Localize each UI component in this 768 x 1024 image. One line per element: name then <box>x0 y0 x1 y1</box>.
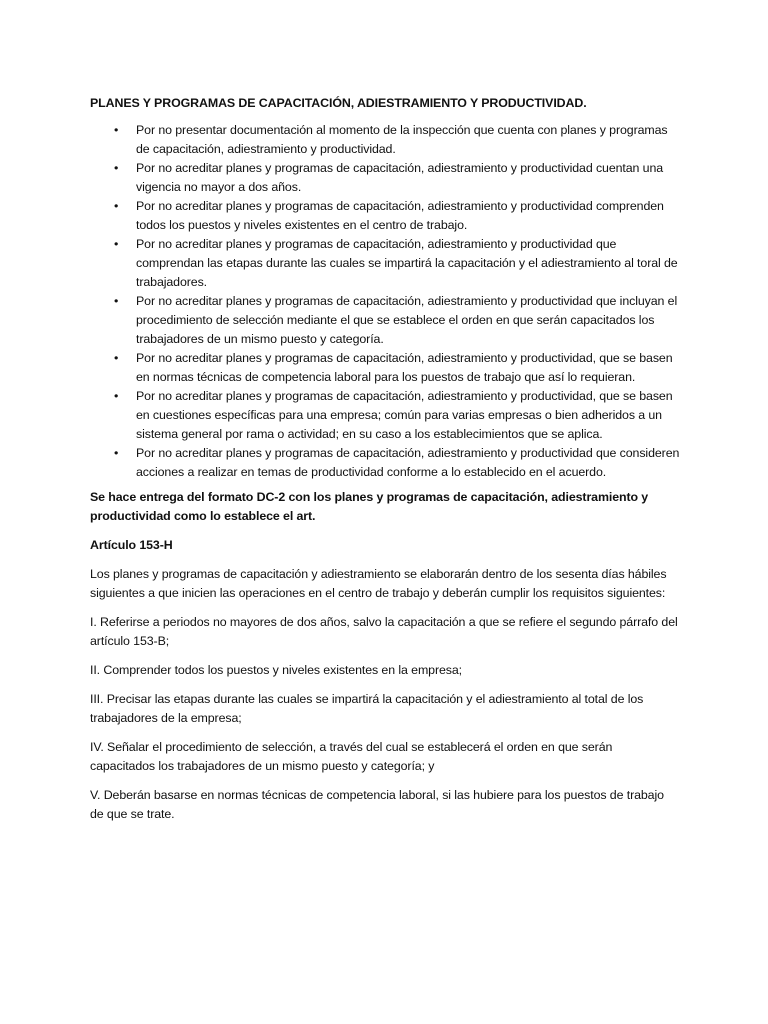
bullet-icon: • <box>114 237 119 251</box>
list-item-text: Por no acreditar planes y programas de capacitación, adiestramiento y productividad cuentan una vigencia no mayor a dos años. <box>136 161 664 194</box>
list-item-text: Por no presentar documentación al momento de la inspección que cuenta con planes y programas de capacitación, adiestramiento y productividad. <box>136 123 668 156</box>
list-item <box>90 292 680 349</box>
list-item-text: Por no acreditar planes y programas de capacitación, adiestramiento y productividad que consideren acciones a realizar en temas de productividad conforme a lo establecido en el acuerdo. <box>136 446 680 479</box>
bullet-icon: • <box>114 294 119 308</box>
bullet-icon: • <box>114 389 119 403</box>
violations-list <box>90 121 680 482</box>
bullet-icon: • <box>114 351 119 365</box>
requirement-paragraph: V. Deberán basarse en normas técnicas de competencia laboral, si las hubiere para los puestos de trabajo de que se trate. <box>90 788 664 821</box>
list-item <box>90 121 680 159</box>
requirement-paragraph: IV. Señalar el procedimiento de selección, a través del cual se establecerá el orden en que serán capacitados los trabajadores de un mismo puesto y categoría; y <box>90 740 613 773</box>
list-item <box>90 235 680 292</box>
list-item <box>90 349 680 387</box>
list-item <box>90 444 680 482</box>
list-item-text: Por no acreditar planes y programas de capacitación, adiestramiento y productividad que comprendan las etapas durante las cuales se impartirá la capacitación y el adiestramiento al toral de trabajadores. <box>136 237 678 289</box>
requirement-paragraph: I. Referirse a periodos no mayores de dos años, salvo la capacitación a que se refiere el segundo párrafo del artículo 153-B; <box>90 615 678 648</box>
list-item <box>90 159 680 197</box>
list-item-text: Por no acreditar planes y programas de capacitación, adiestramiento y productividad, que se basen en normas técnicas de competencia laboral para los puestos de trabajo que así lo requieran. <box>136 351 673 384</box>
article-title: Artículo 153-H <box>90 538 173 552</box>
section-heading: PLANES Y PROGRAMAS DE CAPACITACIÓN, ADIESTRAMIENTO Y PRODUCTIVIDAD. <box>90 96 587 110</box>
list-item-text: Por no acreditar planes y programas de capacitación, adiestramiento y productividad que incluyan el procedimiento de selección mediante el que se establece el orden en que serán capacitados los trabajadores de un mismo puesto y categoría. <box>136 294 678 346</box>
bullet-icon: • <box>114 123 119 137</box>
article-intro: Los planes y programas de capacitación y adiestramiento se elaborarán dentro de los sesenta días hábiles siguientes a que inicien las operaciones en el centro de trabajo y deberán cumplir los requisitos siguientes: <box>90 567 667 600</box>
requirement-paragraph: II. Comprender todos los puestos y niveles existentes en la empresa; <box>90 663 462 677</box>
requirement-paragraph: III. Precisar las etapas durante las cuales se impartirá la capacitación y el adiestramiento al total de los trabajadores de la empresa; <box>90 692 644 725</box>
delivery-note: Se hace entrega del formato DC-2 con los planes y programas de capacitación, adiestramiento y productividad como lo establece el art. <box>90 490 649 523</box>
bullet-icon: • <box>114 446 119 460</box>
list-item <box>90 387 680 444</box>
bullet-icon: • <box>114 199 119 213</box>
bullet-icon: • <box>114 161 119 175</box>
list-item-text: Por no acreditar planes y programas de capacitación, adiestramiento y productividad, que se basen en cuestiones específicas para una empresa; común para varias empresas o bien adheridos a un sistema general por rama o actividad; en su caso a los establecimientos que se aplica. <box>136 389 673 441</box>
list-item <box>90 197 680 235</box>
list-item-text: Por no acreditar planes y programas de capacitación, adiestramiento y productividad comprenden todos los puestos y niveles existentes en el centro de trabajo. <box>136 199 664 232</box>
